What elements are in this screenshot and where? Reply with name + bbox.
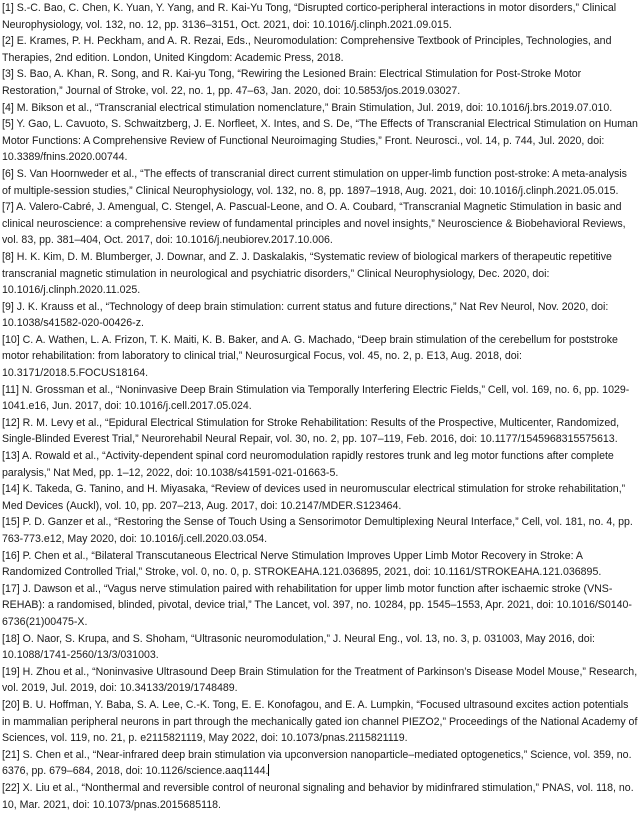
reference-14: [14] K. Takeda, G. Tanino, and H. Miyasaka, “Review of devices used in neuromuscular electrical stimulation for stroke rehabilitation,” Med Devices (Auckl), vol. 10, pp. 207–213, Aug. 2017, doi: 10.2147/MDER.S123464.: [2, 483, 626, 512]
reference-18: [18] O. Naor, S. Krupa, and S. Shoham, “Ultrasonic neuromodulation,” J. Neural Eng., vol. 13, no. 3, p. 031003, May 2016, doi: 10.1088/1741-2560/13/3/031003.: [2, 632, 595, 662]
reference-7: [7] A. Valero-Cabré, J. Amengual, C. Stengel, A. Pascual-Leone, and O. A. Coubard, “Transcranial Magnetic Stimulation in basic and clinical neuroscience: a comprehensive review of fundamental principles and novel insights,” Neuroscience & Biobehavioral Reviews, vol. 83, pp. 381–404, Oct. 2017, doi: 10.1016/j.neubiorev.2017.10.006.: [2, 201, 626, 247]
reference-10: [10] C. A. Wathen, L. A. Frizon, T. K. Maiti, K. B. Baker, and A. G. Machado, “Deep brain stimulation of the cerebellum for poststroke motor rehabilitation: from laboratory to clinical trial,” Neurosurgical Focus, vol. 45, no. 2, p. E13, Aug. 2018, doi: 10.3171/2018.5.FOCUS18164.: [2, 333, 618, 380]
reference-15: [15] P. D. Ganzer et al., “Restoring the Sense of Touch Using a Sensorimotor Demultiplexing Neural Interface,” Cell, vol. 181, no. 4, pp. 763-773.e12, May 2020, doi: 10.1016/j.cell.2020.03.054.: [2, 516, 633, 545]
reference-2: [2] E. Krames, P. H. Peckham, and A. R. Rezai, Eds., Neuromodulation: Comprehensive Textbook of Principles, Technologies, and Therapies, 2nd edition. London, United Kingdom: Academic Press, 2018.: [2, 35, 612, 64]
reference-5: [5] Y. Gao, L. Cavuoto, S. Schwaitzberg, J. E. Norfleet, X. Intes, and S. De, “The Effects of Transcranial Electrical Stimulation on Human Motor Functions: A Comprehensive Review of Functional Neuroimaging Studies,” Front. Neurosci., vol. 14, p. 744, Jul. 2020, doi: 10.3389/fnins.2020.00744.: [2, 118, 638, 164]
reference-13: [13] A. Rowald et al., “Activity-dependent spinal cord neuromodulation rapidly restores trunk and leg motor functions after complete paralysis,” Nat Med, pp. 1–12, 2022, doi: 10.1038/s41591-021-01663-5.: [2, 450, 614, 479]
reference-8: [8] H. K. Kim, D. M. Blumberger, J. Downar, and Z. J. Daskalakis, “Systematic review of biological markers of therapeutic repetitive transcranial magnetic stimulation in neurological and psychiatric disorders,” Clinical Neurophysiology, Dec. 2020, doi: 10.1016/j.clinph.2020.11.025.: [2, 250, 612, 297]
reference-12: [12] R. M. Levy et al., “Epidural Electrical Stimulation for Stroke Rehabilitation: Results of the Prospective, Multicenter, Randomized, Single-Blinded Everest Trial,” Neurorehabil Neural Repair, vol. 30, no. 2, pp. 107–119, Feb. 2016, doi: 10.1177/1545968315575613.: [2, 416, 620, 446]
reference-1: [1] S.-C. Bao, C. Chen, K. Yuan, Y. Yang, and R. Kai-Yu Tong, “Disrupted cortico-peripheral interactions in motor disorders,” Clinical Neurophysiology, vol. 132, no. 12, pp. 3136–3151, Oct. 2021, doi: 10.1016/j.clinph.2021.09.015.: [2, 2, 617, 31]
reference-19: [19] H. Zhou et al., “Noninvasive Ultrasound Deep Brain Stimulation for the Treatment of Parkinson’s Disease Model Mouse,” Research, vol. 2019, Jul. 2019, doi: 10.34133/2019/1748489.: [2, 665, 638, 695]
reference-20: [20] B. U. Hoffman, Y. Baba, S. A. Lee, C.-K. Tong, E. E. Konofagou, and E. A. Lumpkin, “Focused ultrasound excites action potentials in mammalian peripheral neurons in part through the mechanically gated ion channel PIEZO2,” Proceedings of the National Academy of Sciences, vol. 119, no. 21, p. e2115821119, May 2022, doi: 10.1073/pnas.2115821119.: [2, 698, 638, 745]
reference-17: [17] J. Dawson et al., “Vagus nerve stimulation paired with rehabilitation for upper limb motor function after ischaemic stroke (VNS-REHAB): a randomised, blinded, pivotal, device trial,” The Lancet, vol. 397, no. 10284, pp. 1545–1553, Apr. 2021, doi: 10.1016/S0140-6736(21)00475-X.: [2, 582, 632, 628]
reference-21: [2, 747, 638, 780]
reference-22: [22] X. Liu et al., “Nonthermal and reversible control of neuronal signaling and behavior by midinfrared stimulation,” PNAS, vol. 118, no. 10, Mar. 2021, doi: 10.1073/pnas.2015685118.: [2, 781, 634, 811]
reference-6: [6] S. Van Hoornweder et al., “The effects of transcranial direct current stimulation on upper-limb function post-stroke: A meta-analysis of multiple-session studies,” Clinical Neurophysiology, vol. 132, no. 8, pp. 1897–1918, Aug. 2021, doi: 10.1016/j.clinph.2021.05.015.: [2, 167, 627, 197]
reference-9: [9] J. K. Krauss et al., “Technology of deep brain stimulation: current status and future directions,” Nat Rev Neurol, Nov. 2020, doi: 10.1038/s41582-020-00426-z.: [2, 300, 609, 330]
reference-16: [16] P. Chen et al., “Bilateral Transcutaneous Electrical Nerve Stimulation Improves Upper Limb Motor Recovery in Stroke: A Randomized Controlled Trial,” Stroke, vol. 0, no. 0, p. STROKEAHA.121.036895, 2021, doi: 10.1161/STROKEAHA.121.036895.: [2, 549, 602, 579]
reference-4: [4] M. Bikson et al., “Transcranial electrical stimulation nomenclature,” Brain Stimulation, Jul. 2019, doi: 10.1016/j.brs.2019.07.010.: [2, 101, 613, 114]
reference-3: [3] S. Bao, A. Khan, R. Song, and R. Kai-yu Tong, “Rewiring the Lesioned Brain: Electrical Stimulation for Post-Stroke Motor Restoration,” Journal of Stroke, vol. 22, no. 1, pp. 47–63, Jan. 2020, doi: 10.5853/jos.2019.03027.: [2, 68, 582, 97]
reference-21-text: [21] S. Chen et al., “Near-infrared deep brain stimulation via upconversion nanoparticle–mediated optogenetics,” Science, vol. 359, no. 6376, pp. 679–684, 2018, doi: 10.1126/science.aaq1144.: [2, 748, 632, 778]
text-cursor: [268, 764, 269, 776]
reference-11: [11] N. Grossman et al., “Noninvasive Deep Brain Stimulation via Temporally Interfering Electric Fields,” Cell, vol. 169, no. 6, pp. 1029-1041.e16, Jun. 2017, doi: 10.1016/j.cell.2017.05.024.: [2, 383, 630, 413]
